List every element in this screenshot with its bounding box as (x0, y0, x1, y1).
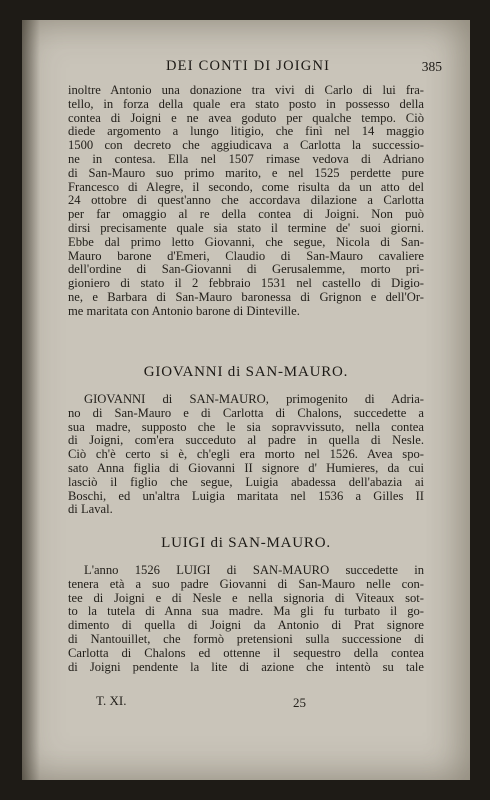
text-line: di Joigni, com'era succeduto al padre in quella di Nesle. (68, 433, 424, 448)
section-title-giovanni: GIOVANNI di SAN-MAURO. (143, 364, 349, 380)
page-header (82, 58, 442, 78)
text-line: di Laval. (68, 502, 113, 517)
page-spine-shadow (22, 20, 40, 780)
text-line: me maritata con Antonio barone di Dinteville. (68, 303, 300, 318)
sheet-number: 25 (293, 695, 306, 710)
text-line: 24 ottobre di quest'anno che accordava dilazione a Carlotta (68, 193, 424, 208)
text-line: GIOVANNI di SAN-MAURO, primogenito di Adria- (84, 392, 424, 406)
paragraph-1 (68, 84, 424, 319)
paragraph-3 (68, 564, 424, 674)
text-line: Boschi, ed un'altra Luigia maritata nel 1536 a Gilles II (68, 488, 424, 503)
text-line: lasciò il figlio che segue, Luigia abadessa dell'abazia ai (68, 474, 424, 489)
text-line: Mauro barone d'Emeri, Claudio di San-Mauro cavaliere (68, 248, 424, 263)
text-line: 1500 con decreto che aggiudicava a Carlotta la successio- (68, 138, 424, 153)
text-line: diede argomento a lungo litigio, che finì nel 14 maggio (68, 124, 424, 139)
text-line: contea di Joigni e ne avea goduto per qualche tempo. Ciò (68, 110, 424, 125)
text-line: tee di Joigni e di Nesle e nella signoria di Viteaux sot- (68, 590, 424, 605)
text-line: inoltre Antonio una donazione tra vivi di Carlo di lui fra- (68, 83, 424, 97)
text-line: di Nantouillet, che formò pretensioni sulla successione di (68, 631, 424, 646)
text-line: di Joigni pendente la lite di azione che intentò su tale (68, 659, 424, 674)
text-line: dell'ordine di San-Giovanni di Gerusalemme, morto pri- (68, 262, 424, 277)
text-line: gioniero di stato il 2 febbraio 1531 nel castello di Digio- (68, 276, 424, 291)
text-line: sua madre, supposto che le sia sopravvissuto, nella contea (68, 419, 424, 434)
text-line: ne, e Barbara di San-Mauro baronessa di Grignon e dell'Or- (68, 289, 424, 304)
section-title-luigi: LUIGI di SAN-MAURO. (161, 535, 331, 551)
text-line: Carlotta di Chalons ed ottenne il sequestro della contea (68, 645, 424, 660)
text-line: Ebbe dal primo letto Giovanni, che segue, Nicola di San- (68, 234, 424, 249)
text-line: to la tutela di Anna sua madre. Ma gli fu turbato il go- (68, 604, 424, 619)
text-line: Francesco di Alegre, il secondo, come risulta da un atto del (68, 179, 424, 194)
paragraph-2 (68, 393, 424, 517)
text-line: sato Anna figlia di Giovanni II signore d' Humieres, da cui (68, 460, 424, 475)
text-line: Ciò ch'è certo si è, ch'egli era morto nel 1526. Avea spo- (68, 447, 424, 462)
running-head: DEI CONTI DI JOIGNI (166, 58, 331, 74)
text-line: tello, in forza della quale era stato posto in possesso della (68, 96, 424, 111)
text-line: no di San-Mauro e di Carlotta di Chalons, succedette a (68, 405, 424, 420)
book-page (22, 20, 470, 780)
text-line: tenera età a suo padre Giovanni di San-Mauro nelle con- (68, 576, 424, 591)
text-line: di San-Mauro suo primo marito, e nel 1525 perdette pure (68, 165, 424, 180)
volume-signature: T. XI. (96, 693, 127, 708)
text-line: dimento di quella di Joigni da Antonio di Prat signore (68, 618, 424, 633)
text-line: ne in contesa. Ella nel 1507 rimase vedova di Adriano (68, 151, 424, 166)
text-line: dirsi precisamente quale sia stato il termine de' suoi giorni. (68, 220, 424, 235)
text-line: L'anno 1526 LUIGI di SAN-MAURO succedette in (84, 563, 424, 577)
text-line: per far omaggio al re della contea di Joigni. Non può (68, 207, 424, 222)
page-number: 385 (421, 59, 442, 74)
